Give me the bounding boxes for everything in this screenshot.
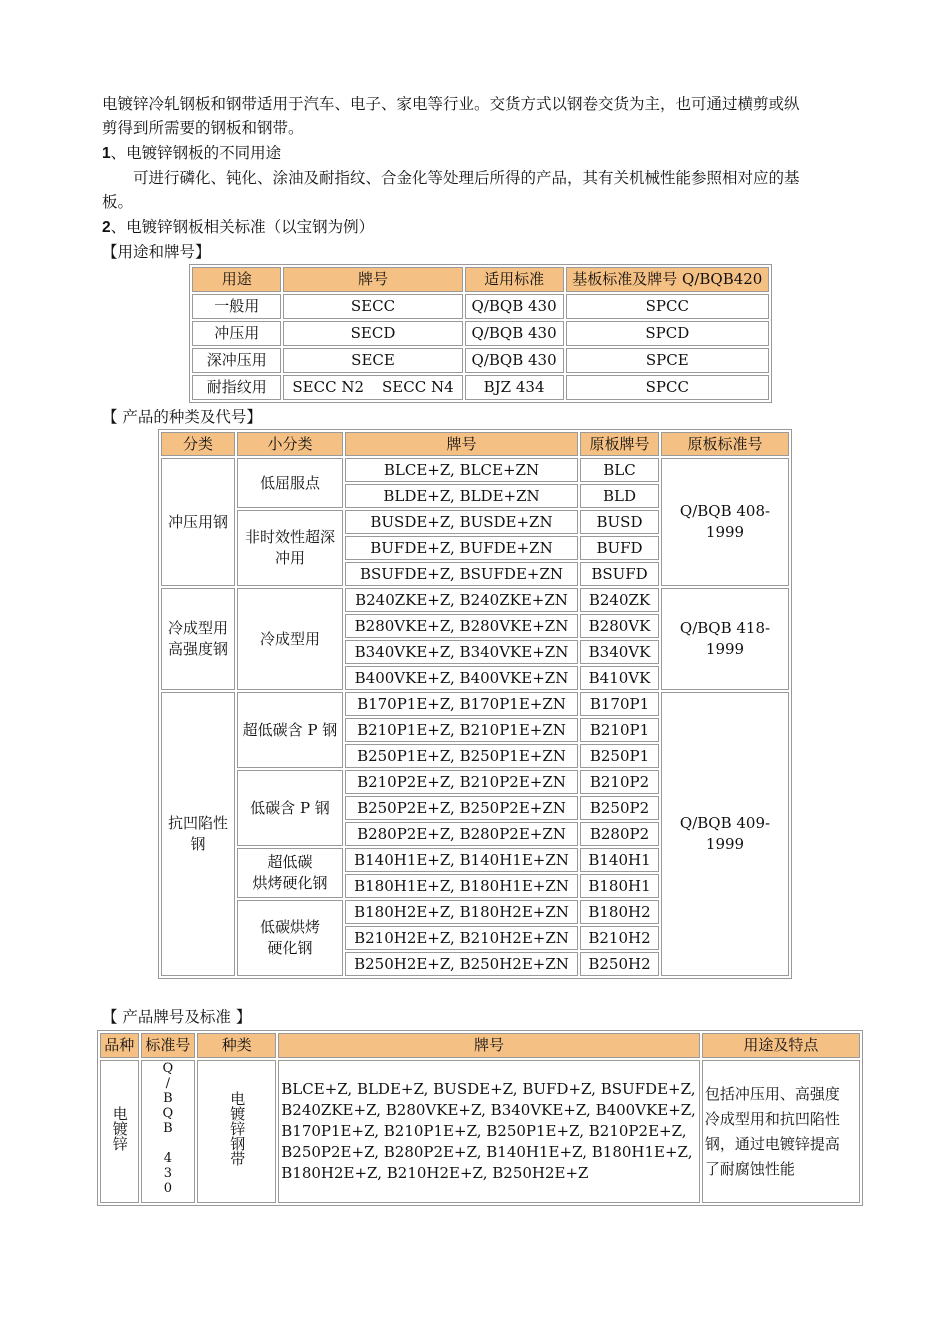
cell-grade: BLCE+Z, BLCE+ZN: [345, 458, 578, 482]
cell-grade: B180H1E+Z, B180H1E+ZN: [345, 874, 578, 898]
cell-grade: B280VKE+Z, B280VKE+ZN: [345, 614, 578, 638]
cell-grade: B140H1E+Z, B140H1E+ZN: [345, 848, 578, 872]
cell-grade: SECD: [283, 321, 462, 346]
subgroup-lc-bake: [237, 900, 343, 976]
group-line: 钢: [190, 835, 206, 853]
header-base-grade: 原板牌号: [580, 432, 659, 456]
cell-base-grade: B210P2: [580, 770, 659, 794]
usage-line: 冷成型用和抗凹陷性: [704, 1109, 840, 1128]
table-row: [161, 588, 789, 612]
header-standard: 适用标准: [465, 267, 564, 292]
subgroup-line: 冲用: [274, 549, 305, 567]
subgroup-line: 低碳烘烤: [259, 918, 320, 936]
cell-base-grade: B340VK: [580, 640, 659, 664]
grade-line: B180H2E+Z, B210H2E+Z, B250H2E+Z: [281, 1164, 589, 1182]
usage-line: 了耐腐蚀性能: [704, 1159, 795, 1178]
cell-grade: B400VKE+Z, B400VKE+ZN: [345, 666, 578, 690]
cell-usage: 冲压用: [192, 321, 281, 346]
cell-grade: B240ZKE+Z, B240ZKE+ZN: [345, 588, 578, 612]
cell-grade: B250P2E+Z, B250P2E+ZN: [345, 796, 578, 820]
usage-grade-table: [189, 264, 772, 403]
header-variety: 品种: [100, 1033, 139, 1058]
header-standard-no: 标准号: [141, 1033, 196, 1058]
standard-409: Q/BQB 409-1999: [661, 692, 789, 976]
cell-base-grade: BLC: [580, 458, 659, 482]
usage-line-1: 可进行磷化、钝化、涂油及耐指纹、合金化等处理后所得的产品，其有关机械性能参照相对应的基: [133, 169, 800, 187]
cell-grade: B280P2E+Z, B280P2E+ZN: [345, 822, 578, 846]
cell-grade: BUSDE+Z, BUSDE+ZN: [345, 510, 578, 534]
header-category: 分类: [161, 432, 235, 456]
heading-2: [102, 215, 862, 240]
cell-grade: B210H2E+Z, B210H2E+ZN: [345, 926, 578, 950]
table-row: [192, 375, 769, 400]
cell-grade: BSUFDE+Z, BSUFDE+ZN: [345, 562, 578, 586]
group-line: 抗凹陷性: [167, 814, 228, 832]
usage-line-2: 板。: [102, 193, 134, 211]
cell-grade: B210P1E+Z, B210P1E+ZN: [345, 718, 578, 742]
grade-line: B250P2E+Z, B280P2E+Z, B140H1E+Z, B180H1E+Z,: [281, 1143, 693, 1161]
group-line: 冷成型用: [167, 619, 228, 637]
cell-standard: BJZ 434: [465, 375, 564, 400]
cell-base-grade: B180H1: [580, 874, 659, 898]
subgroup-line: 烘烤硬化钢: [252, 874, 328, 892]
header-subcategory: 小分类: [237, 432, 343, 456]
variety-text: 电镀锌: [110, 1106, 129, 1151]
header-usage: 用途及特点: [702, 1033, 860, 1058]
cell-grade: B250P1E+Z, B250P1E+ZN: [345, 744, 578, 768]
subgroup-ulc-p: 超低碳含 P 钢: [237, 692, 343, 768]
section-grades-title: 【 产品牌号及标准 】: [102, 1008, 252, 1026]
standard-418: Q/BQB 418-1999: [661, 588, 789, 690]
subgroup-cold-forming: 冷成型用: [237, 588, 343, 690]
cell-usage: 深冲压用: [192, 348, 281, 373]
cell-grade: B180H2E+Z, B180H2E+ZN: [345, 900, 578, 924]
cell-base-grade: B180H2: [580, 900, 659, 924]
kind-text: 电镀锌钢带: [228, 1091, 247, 1166]
table-row: [161, 692, 789, 716]
subgroup-line: 非时效性超深: [244, 528, 335, 546]
grade-n4: SECC N4: [382, 378, 454, 396]
heading-2-text: 、电镀锌钢板相关标准（以宝钢为例）: [110, 218, 375, 236]
group-dent-resistant: [161, 692, 235, 976]
subgroup-line: 硬化钢: [267, 939, 313, 957]
grade-line: BLCE+Z, BLDE+Z, BUSDE+Z, BUFD+Z, BSUFDE+Z,: [281, 1080, 696, 1098]
cell-usage: 一般用: [192, 294, 281, 319]
subgroup-line: 超低碳: [267, 853, 313, 871]
heading-2-number: 2: [102, 219, 111, 236]
cell-grade: BLDE+Z, BLDE+ZN: [345, 484, 578, 508]
usage-line: 钢，通过电镀锌提高: [704, 1134, 840, 1153]
header-kind: 种类: [197, 1033, 276, 1058]
usage-line: 包括冲压用、高强度: [704, 1084, 840, 1103]
cell-usage: 耐指纹用: [192, 375, 281, 400]
intro-line-1: 电镀锌冷轧钢板和钢带适用于汽车、电子、家电等行业。交货方式以钢卷交货为主，也可通过横剪或纵: [102, 95, 800, 113]
subgroup-lc-p: 低碳含 P 钢: [237, 770, 343, 846]
heading-1: [102, 141, 862, 166]
cell-base-grade: BLD: [580, 484, 659, 508]
cell-base-grade: B250H2: [580, 952, 659, 976]
table-row: [192, 348, 769, 373]
cell-base-grade: BUFD: [580, 536, 659, 560]
cell-base-grade: B210H2: [580, 926, 659, 950]
heading-1-number: 1: [102, 145, 111, 162]
cell-base-grade: B210P1: [580, 718, 659, 742]
cell-variety: [100, 1060, 139, 1203]
subgroup-non-aging: [237, 510, 343, 586]
header-grade: 牌号: [283, 267, 462, 292]
header-base-standard: 基板标准及牌号 Q/BQB420: [566, 267, 769, 292]
intro-line-2: 剪得到所需要的钢板和钢带。: [102, 119, 304, 137]
cell-grade: B250H2E+Z, B250H2E+ZN: [345, 952, 578, 976]
cell-grades: [278, 1060, 700, 1203]
cell-base: SPCC: [566, 294, 769, 319]
group-stamping: 冲压用钢: [161, 458, 235, 586]
header-grade: 牌号: [278, 1033, 700, 1058]
cell-kind: [197, 1060, 276, 1203]
cell-base-grade: B280VK: [580, 614, 659, 638]
table-row: [192, 294, 769, 319]
grade-standard-table: [97, 1030, 863, 1206]
cell-base: SPCD: [566, 321, 769, 346]
group-cold-forming: [161, 588, 235, 690]
cell-base: SPCE: [566, 348, 769, 373]
cell-grade: [283, 375, 462, 400]
cell-grade: BUFDE+Z, BUFDE+ZN: [345, 536, 578, 560]
cell-standard: Q/BQB 430: [465, 294, 564, 319]
cell-standard: Q/BQB 430: [465, 348, 564, 373]
standard-408: Q/BQB 408-1999: [661, 458, 789, 586]
cell-base-grade: B240ZK: [580, 588, 659, 612]
cell-standard-no: [141, 1060, 196, 1203]
cell-base-grade: B140H1: [580, 848, 659, 872]
cell-grade: B210P2E+Z, B210P2E+ZN: [345, 770, 578, 794]
cell-base-grade: B410VK: [580, 666, 659, 690]
table-row: [192, 321, 769, 346]
group-line: 高强度钢: [167, 640, 228, 658]
header-base-standard: 原板标准号: [661, 432, 789, 456]
section-types-title: 【 产品的种类及代号】: [102, 408, 262, 426]
header-usage: 用途: [192, 267, 281, 292]
cell-standard: Q/BQB 430: [465, 321, 564, 346]
section-usage-title: 【用途和牌号】: [102, 243, 211, 261]
table-row: [161, 458, 789, 482]
cell-base-grade: B250P1: [580, 744, 659, 768]
cell-base-grade: B280P2: [580, 822, 659, 846]
cell-base: SPCC: [566, 375, 769, 400]
cell-grade: B340VKE+Z, B340VKE+ZN: [345, 640, 578, 664]
grade-n2: SECC N2: [292, 378, 364, 396]
cell-grade: B170P1E+Z, B170P1E+ZN: [345, 692, 578, 716]
standard-text: Q/BQB 430: [160, 1061, 176, 1196]
cell-base-grade: BUSD: [580, 510, 659, 534]
subgroup-ulc-bake: [237, 848, 343, 898]
header-grade: 牌号: [345, 432, 578, 456]
cell-usage-features: [702, 1060, 860, 1203]
grade-line: B170P1E+Z, B210P1E+Z, B250P1E+Z, B210P2E+Z,: [281, 1122, 687, 1140]
subgroup-low-yield: 低屈服点: [237, 458, 343, 508]
cell-base-grade: B170P1: [580, 692, 659, 716]
table-row: [100, 1060, 860, 1203]
product-types-table: [158, 429, 792, 979]
cell-base-grade: B250P2: [580, 796, 659, 820]
cell-grade: SECE: [283, 348, 462, 373]
heading-1-text: 、电镀锌钢板的不同用途: [110, 144, 282, 162]
cell-base-grade: BSUFD: [580, 562, 659, 586]
cell-grade: SECC: [283, 294, 462, 319]
grade-line: B240ZKE+Z, B280VKE+Z, B340VKE+Z, B400VKE+Z,: [281, 1101, 696, 1119]
